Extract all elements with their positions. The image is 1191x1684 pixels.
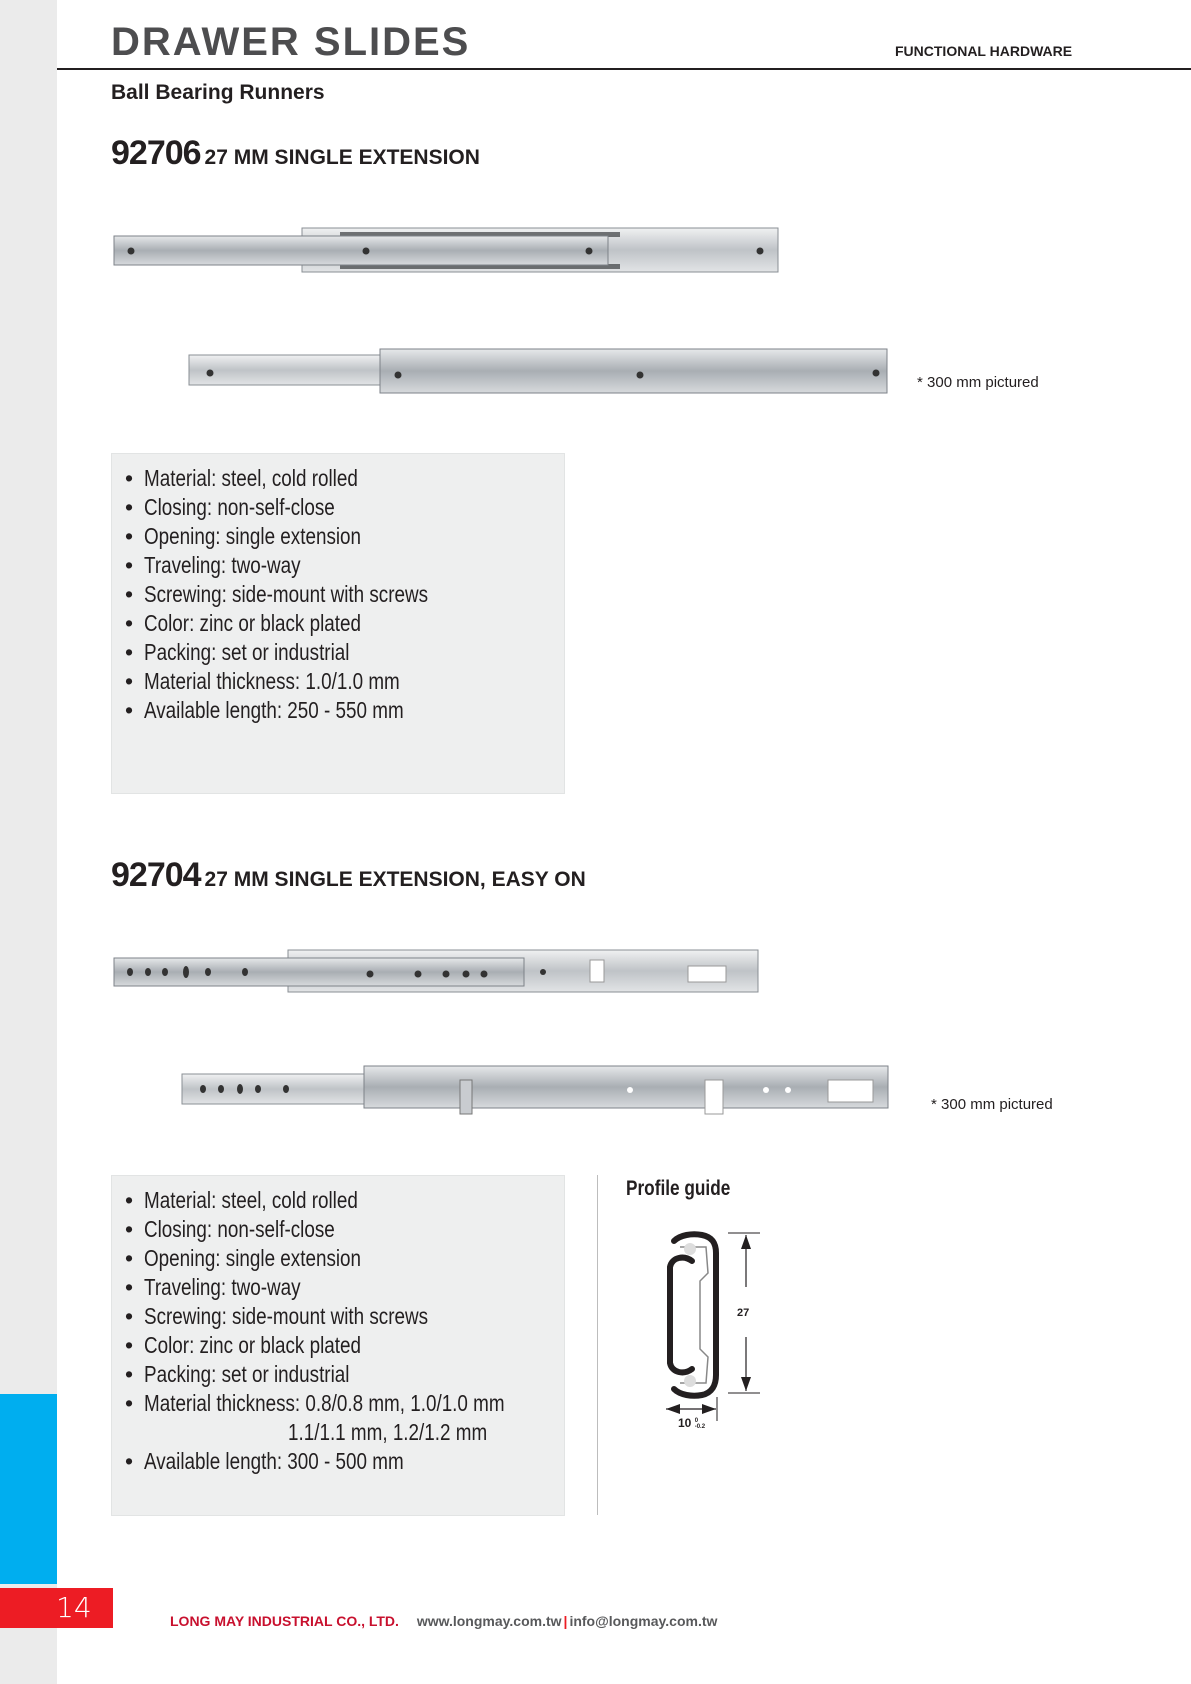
page-subtitle: Ball Bearing Runners [111,81,325,104]
product-photo-closed [110,222,790,282]
column-divider [597,1175,598,1515]
ball-bearing [684,1243,696,1255]
spec-item: • Screwing: side-mount with screws [125,1303,429,1329]
section-label: FUNCTIONAL HARDWARE [895,43,1073,59]
spec-item: • Closing: non-self-close [125,1216,335,1242]
arrow-right-icon [702,1404,716,1414]
product-photo-extended [185,345,895,397]
photo-caption: * 300 mm pictured [917,374,1039,391]
page-number: 14 [0,1588,113,1628]
section-color-tab [0,1394,57,1584]
spec-item: • Closing: non-self-close [125,494,335,520]
spec-item: • Material: steel, cold rolled [125,1187,358,1213]
footer-separator: | [563,1613,568,1629]
spec-item: • Opening: single extension [125,523,362,549]
company-name: LONG MAY INDUSTRIAL CO., LTD. [170,1613,399,1629]
product-photo-extended [178,1062,898,1118]
arrow-left-icon [666,1404,680,1414]
product-description: 27 MM SINGLE EXTENSION, EASY ON [204,868,586,891]
profile-guide-diagram [650,1225,780,1435]
website-link[interactable]: www.longmay.com.tw [416,1613,562,1629]
spec-item: • Available length: 250 - 550 mm [125,697,404,723]
spec-item: • Material thickness: 1.0/1.0 mm [125,668,400,694]
spec-item: • Color: zinc or black plated [125,1332,361,1358]
photo-caption: * 300 mm pictured [931,1096,1053,1113]
spec-item: • Opening: single extension [125,1245,362,1271]
profile-width-label: 10 0 -0.2 [678,1416,706,1430]
product-code: 92704 [111,856,201,894]
arrow-up-icon [741,1235,751,1249]
email-link[interactable]: info@longmay.com.tw [569,1613,718,1629]
spec-item: • Color: zinc or black plated [125,610,361,636]
product-photo-closed [110,946,770,996]
spec-item: • Material thickness: 0.8/0.8 mm, 1.0/1.0 mm [125,1390,505,1416]
footer [170,1613,717,1629]
inner-rail-profile [670,1258,692,1373]
spec-item-continuation: 1.1/1.1 mm, 1.2/1.2 mm [288,1419,488,1445]
header-rule [57,68,1191,70]
spec-item: • Packing: set or industrial [125,1361,350,1387]
spec-box [111,453,565,794]
product-heading [111,134,480,173]
width-tolerance-lower: -0.2 [694,1423,706,1430]
spec-list [122,464,564,725]
page-title: DRAWER SLIDES [111,20,471,64]
profile-height-label: 27 [737,1307,750,1319]
arrow-down-icon [741,1377,751,1391]
ball-cage-profile [680,1247,708,1383]
product-heading [111,856,586,895]
spec-box [111,1175,565,1516]
spec-item: • Material: steel, cold rolled [125,465,358,491]
profile-guide-title: Profile guide [626,1177,731,1200]
spec-list [122,1186,564,1476]
spec-item: • Available length: 300 - 500 mm [125,1448,404,1474]
ball-bearing [684,1375,696,1387]
spec-item: • Traveling: two-way [125,552,301,578]
spec-item: • Traveling: two-way [125,1274,301,1300]
product-code: 92706 [111,134,201,172]
spec-item: • Packing: set or industrial [125,639,350,665]
spec-item: • Screwing: side-mount with screws [125,581,429,607]
product-description: 27 MM SINGLE EXTENSION [204,146,480,169]
width-tolerance-upper: 0 [694,1417,699,1424]
